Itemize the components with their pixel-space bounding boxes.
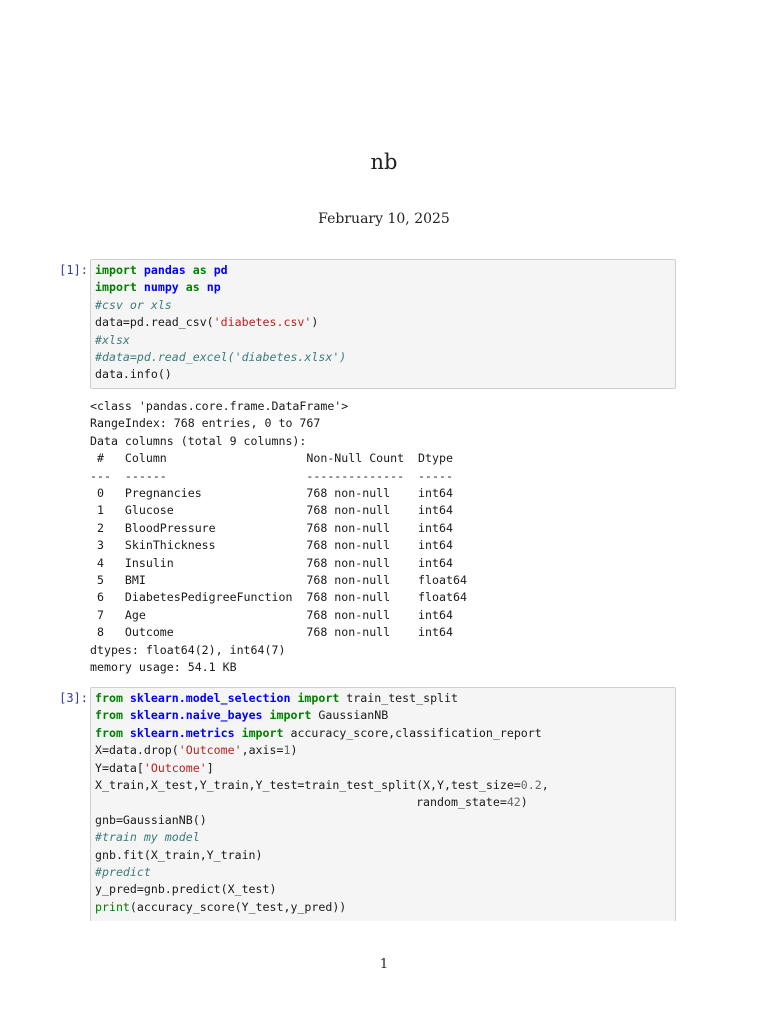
cell-1-output-text: <class 'pandas.core.frame.DataFrame'> RangeIndex: 768 entries, 0 to 767 Data columns (total 9 columns): # Column Non-Null Count Dtype --- ------ -------------- ----- 0 Pregnancies 768 non-null int64 1 Glucose 768 non-null int64 2 BloodPressure 768 non-null int64 3 SkinThickness 768 non-null int64 4 Insulin 768 non-null int64 5 BMI 768 non-null float64 6 DiabetesPedigreeFunction 768 non-null float64 7 Age 768 non-null int64 8 Outcome 768 non-null int64 dtypes: float64(2), int64(7) memory usage: 54.1 KB — [90, 399, 467, 675]
code-cell-2-source: from sklearn.model_selection import train_test_split from sklearn.naive_bayes import GaussianNB from sklearn.metrics import accuracy_score,classification_report X=data.drop('Outcome',axis=1) Y=data['Outcome'] X_train,X_test,Y_train,Y_test=train_test_split(X,Y,test_size=0.2, random_state=42) gnb=GaussianNB() #train my model gnb.fit(X_train,Y_train) #predict y_pred=gnb.predict(X_test) print(accuracy_score(Y_test,y_pred)) — [95, 691, 549, 914]
cell-1-prompt: [1]: — [59, 263, 88, 277]
cell-2-prompt: [3]: — [59, 691, 88, 705]
cell-1-output — [90, 398, 676, 677]
document-title: nb — [370, 150, 398, 174]
code-cell-2[interactable] — [90, 687, 676, 921]
code-cell-1[interactable] — [90, 259, 676, 389]
code-cell-1-source: import pandas as pd import numpy as np #csv or xls data=pd.read_csv('diabetes.csv') #xlsx #data=pd.read_excel('diabetes.xlsx') data.info() — [95, 263, 347, 382]
page-number: 1 — [379, 957, 389, 972]
document-date: February 10, 2025 — [318, 211, 450, 227]
